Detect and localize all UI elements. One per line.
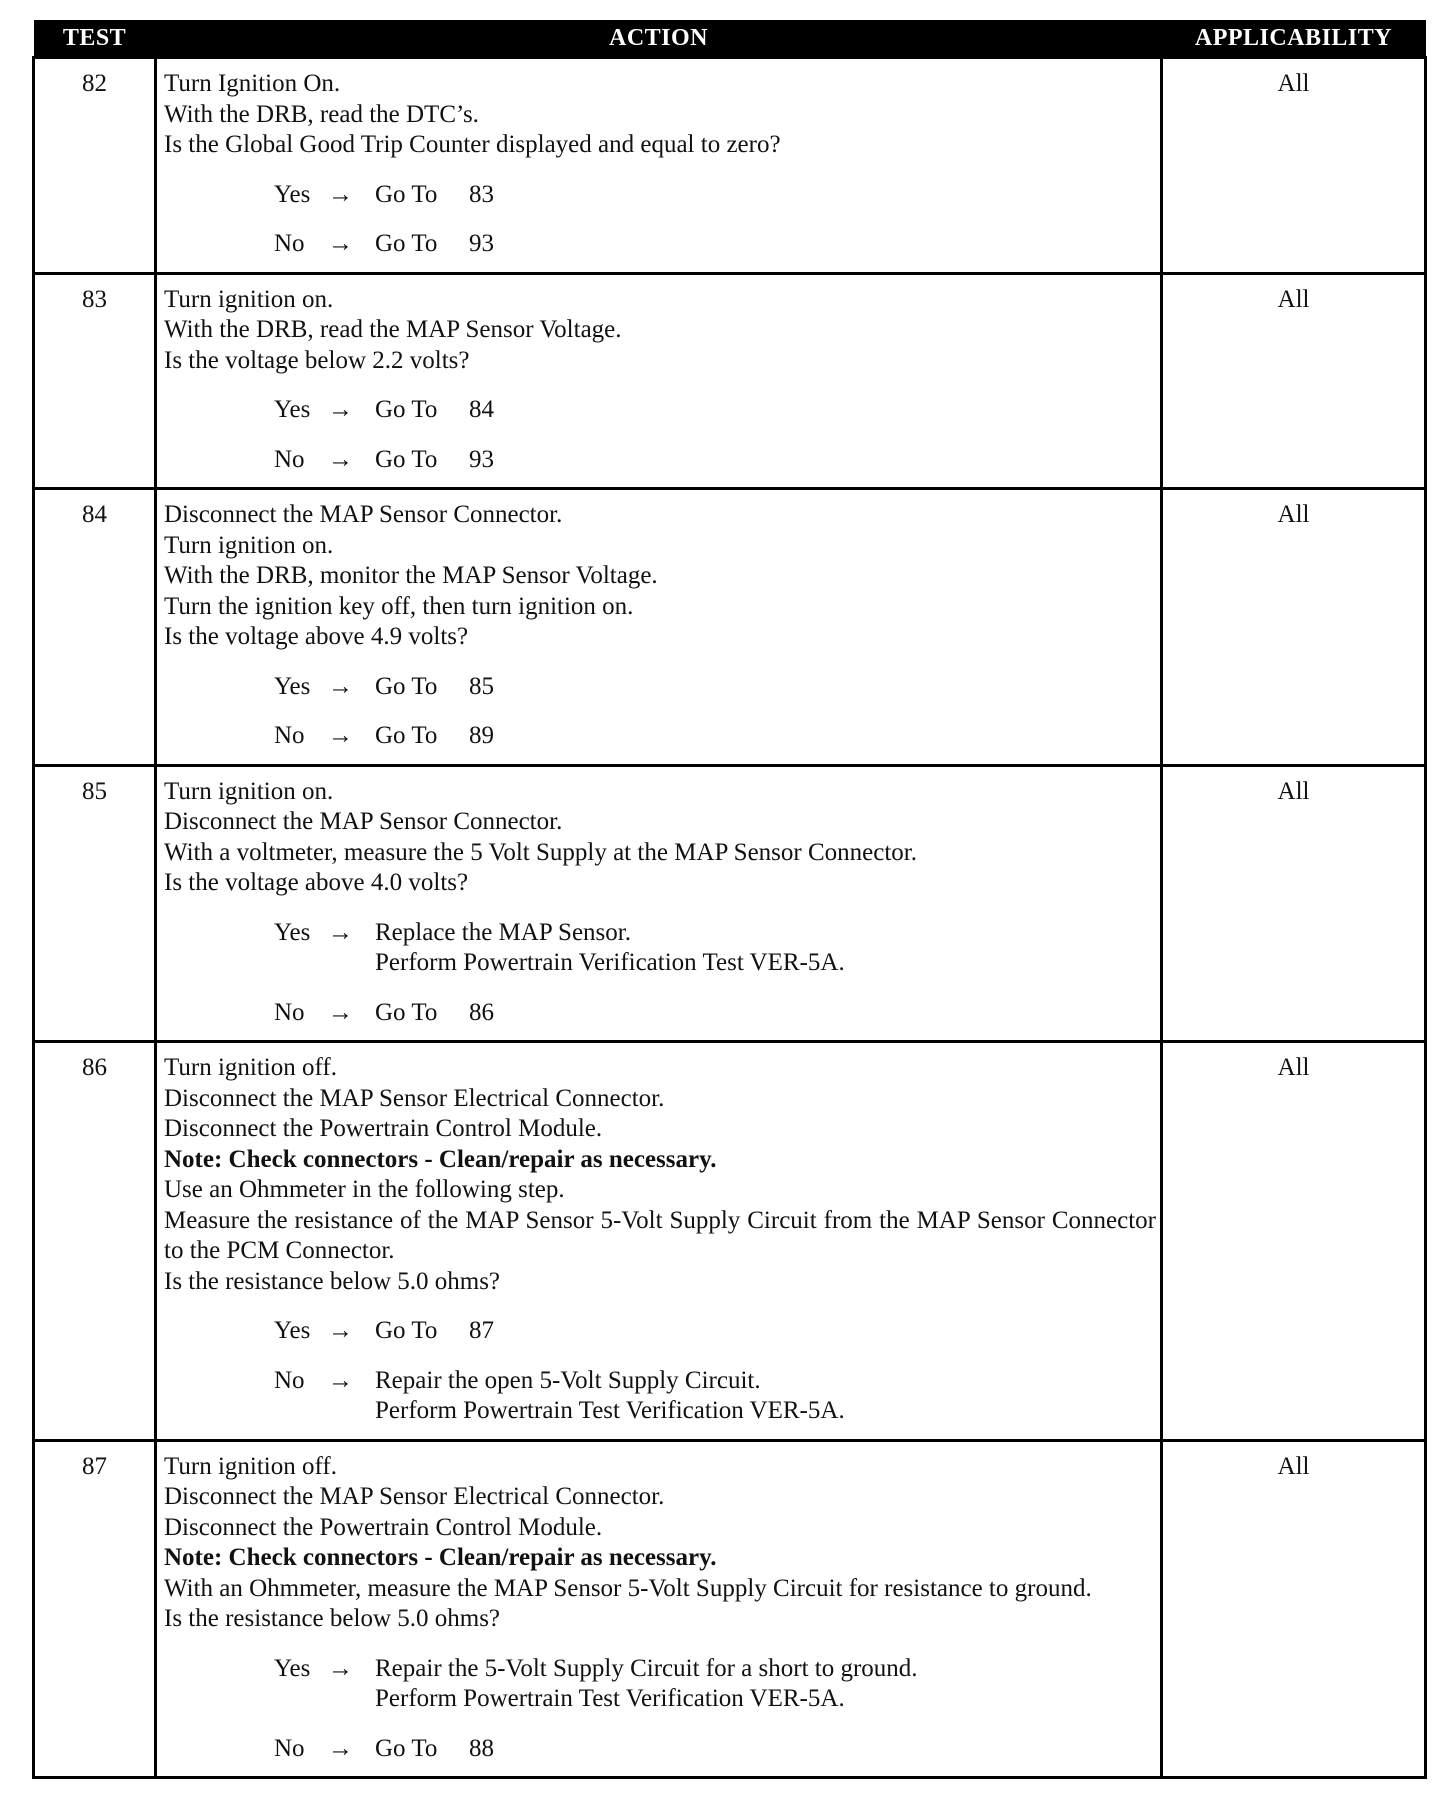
action-step: Disconnect the MAP Sensor Connector. bbox=[164, 501, 563, 528]
action-step: With the DRB, read the DTC’s. bbox=[164, 100, 479, 128]
action-step: With the DRB, read the MAP Sensor Voltage. bbox=[164, 316, 622, 343]
goto-label: Go To bbox=[375, 180, 438, 208]
action-step: Disconnect the MAP Sensor Electrical Connector. bbox=[164, 1483, 665, 1510]
right-arrow-icon: → bbox=[328, 1654, 353, 1682]
applicability-value: All bbox=[1162, 1042, 1426, 1441]
goto-target: 89 bbox=[469, 722, 494, 749]
goto-target: 93 bbox=[469, 445, 494, 473]
action-step: Disconnect the Powertrain Control Module. bbox=[164, 1115, 603, 1142]
goto-label: Go To bbox=[375, 672, 438, 700]
applicability-value: All bbox=[1162, 489, 1426, 766]
no-result bbox=[375, 229, 1156, 260]
yes-result bbox=[375, 918, 1156, 979]
no-result bbox=[375, 998, 1156, 1029]
goto-target: 85 bbox=[469, 672, 494, 700]
yes-label: Yes bbox=[274, 672, 311, 700]
yes-result bbox=[375, 180, 1156, 211]
test-number: 83 bbox=[34, 273, 156, 489]
action-step: Turn ignition on. bbox=[164, 285, 334, 313]
action-cell bbox=[156, 765, 1162, 1042]
action-step: Measure the resistance of the MAP Sensor 5-Volt Supply Circuit from the MAP Sensor Connector to the PCM Connector. bbox=[164, 1206, 1156, 1264]
right-arrow-icon: → bbox=[328, 998, 353, 1026]
no-branch bbox=[274, 229, 1156, 260]
action-step: Disconnect the MAP Sensor Connector. bbox=[164, 808, 563, 835]
applicability-value: All bbox=[1162, 765, 1426, 1042]
right-arrow-icon: → bbox=[328, 672, 353, 700]
no-label: No bbox=[274, 230, 305, 257]
test-number: 84 bbox=[34, 489, 156, 766]
applicability-value: All bbox=[1162, 58, 1426, 274]
table-row bbox=[34, 58, 1426, 274]
yes-label: Yes bbox=[274, 396, 311, 423]
right-arrow-icon: → bbox=[328, 1734, 353, 1762]
no-label: No bbox=[274, 1734, 305, 1762]
no-label: No bbox=[274, 998, 305, 1026]
action-cell bbox=[156, 489, 1162, 766]
yes-result bbox=[375, 672, 1156, 703]
action-cell bbox=[156, 58, 1162, 274]
result-step: Perform Powertrain Test Verification VER-5A. bbox=[375, 1397, 845, 1424]
goto-target: 88 bbox=[469, 1734, 494, 1762]
yes-label: Yes bbox=[274, 918, 311, 946]
action-step: Is the voltage above 4.9 volts? bbox=[164, 623, 469, 650]
no-result bbox=[375, 1734, 1156, 1765]
action-note: Note: Check connectors - Clean/repair as necessary. bbox=[164, 1145, 717, 1173]
action-cell bbox=[156, 1042, 1162, 1441]
table-row bbox=[34, 765, 1426, 1042]
action-step: Is the voltage below 2.2 volts? bbox=[164, 346, 470, 374]
action-cell bbox=[156, 1440, 1162, 1778]
goto-label: Go To bbox=[375, 396, 438, 423]
yes-result bbox=[375, 1316, 1156, 1347]
diagnostic-test-table bbox=[32, 20, 1427, 1779]
action-step: Is the Global Good Trip Counter displayed and equal to zero? bbox=[164, 131, 781, 158]
result-step: Repair the 5-Volt Supply Circuit for a short to ground. bbox=[375, 1654, 918, 1682]
table-row bbox=[34, 1440, 1426, 1778]
action-note: Note: Check connectors - Clean/repair as necessary. bbox=[164, 1544, 717, 1571]
action-step: Is the resistance below 5.0 ohms? bbox=[164, 1267, 501, 1295]
table-body bbox=[34, 58, 1426, 1778]
action-step: Turn Ignition On. bbox=[164, 70, 341, 97]
goto-label: Go To bbox=[375, 445, 438, 473]
goto-target: 87 bbox=[469, 1317, 494, 1344]
result-step: Replace the MAP Sensor. bbox=[375, 918, 631, 946]
applicability-value: All bbox=[1162, 1440, 1426, 1778]
table-header-row bbox=[34, 20, 1426, 58]
goto-target: 83 bbox=[469, 180, 494, 208]
action-step: Turn ignition off. bbox=[164, 1054, 337, 1081]
action-step: Turn ignition on. bbox=[164, 777, 334, 805]
action-step: Is the resistance below 5.0 ohms? bbox=[164, 1605, 501, 1632]
yes-branch bbox=[274, 1654, 1156, 1715]
test-number: 87 bbox=[34, 1440, 156, 1778]
right-arrow-icon: → bbox=[328, 1317, 353, 1344]
no-label: No bbox=[274, 722, 305, 749]
no-branch bbox=[274, 445, 1156, 476]
action-step: With an Ohmmeter, measure the MAP Sensor 5-Volt Supply Circuit for resistance to ground. bbox=[164, 1574, 1092, 1602]
table-row bbox=[34, 489, 1426, 766]
test-number: 86 bbox=[34, 1042, 156, 1441]
no-result bbox=[375, 721, 1156, 752]
table-row bbox=[34, 1042, 1426, 1441]
no-label: No bbox=[274, 445, 305, 473]
header-test: TEST bbox=[34, 20, 156, 58]
right-arrow-icon: → bbox=[328, 396, 353, 423]
yes-branch bbox=[274, 672, 1156, 703]
action-step: Use an Ohmmeter in the following step. bbox=[164, 1176, 565, 1203]
result-step: Repair the open 5-Volt Supply Circuit. bbox=[375, 1366, 761, 1394]
header-action: ACTION bbox=[156, 20, 1162, 58]
yes-label: Yes bbox=[274, 1317, 311, 1344]
goto-label: Go To bbox=[375, 1317, 438, 1344]
no-label: No bbox=[274, 1366, 305, 1394]
no-branch bbox=[274, 1366, 1156, 1427]
right-arrow-icon: → bbox=[328, 230, 353, 257]
action-cell bbox=[156, 273, 1162, 489]
action-step: Is the voltage above 4.0 volts? bbox=[164, 869, 469, 896]
yes-branch bbox=[274, 180, 1156, 211]
yes-label: Yes bbox=[274, 1654, 311, 1682]
yes-result bbox=[375, 395, 1156, 426]
right-arrow-icon: → bbox=[328, 1366, 353, 1394]
goto-label: Go To bbox=[375, 998, 438, 1026]
test-number: 82 bbox=[34, 58, 156, 274]
action-step: Turn the ignition key off, then turn ignition on. bbox=[164, 592, 634, 620]
test-number: 85 bbox=[34, 765, 156, 1042]
yes-branch bbox=[274, 1316, 1156, 1347]
right-arrow-icon: → bbox=[328, 445, 353, 473]
goto-label: Go To bbox=[375, 230, 438, 257]
yes-label: Yes bbox=[274, 180, 311, 208]
action-step: Turn ignition off. bbox=[164, 1452, 337, 1480]
applicability-value: All bbox=[1162, 273, 1426, 489]
yes-branch bbox=[274, 395, 1156, 426]
action-step: Disconnect the MAP Sensor Electrical Connector. bbox=[164, 1084, 665, 1112]
header-applicability: APPLICABILITY bbox=[1162, 20, 1426, 58]
right-arrow-icon: → bbox=[328, 918, 353, 946]
action-step: Disconnect the Powertrain Control Module. bbox=[164, 1513, 603, 1541]
no-result bbox=[375, 1366, 1156, 1427]
no-branch bbox=[274, 998, 1156, 1029]
table-row bbox=[34, 273, 1426, 489]
result-step: Perform Powertrain Test Verification VER-5A. bbox=[375, 1685, 845, 1712]
goto-label: Go To bbox=[375, 722, 438, 749]
goto-target: 84 bbox=[469, 396, 494, 423]
goto-target: 93 bbox=[469, 230, 494, 257]
result-step: Perform Powertrain Verification Test VER-5A. bbox=[375, 949, 845, 976]
action-step: With the DRB, monitor the MAP Sensor Voltage. bbox=[164, 562, 658, 589]
no-branch bbox=[274, 721, 1156, 752]
action-step: Turn ignition on. bbox=[164, 531, 334, 559]
right-arrow-icon: → bbox=[328, 180, 353, 208]
no-branch bbox=[274, 1734, 1156, 1765]
no-result bbox=[375, 445, 1156, 476]
diagnostic-table-sheet bbox=[32, 20, 1424, 1779]
goto-label: Go To bbox=[375, 1734, 438, 1762]
right-arrow-icon: → bbox=[328, 722, 353, 749]
goto-target: 86 bbox=[469, 998, 494, 1026]
yes-branch bbox=[274, 918, 1156, 979]
action-step: With a voltmeter, measure the 5 Volt Supply at the MAP Sensor Connector. bbox=[164, 838, 917, 866]
yes-result bbox=[375, 1654, 1156, 1715]
